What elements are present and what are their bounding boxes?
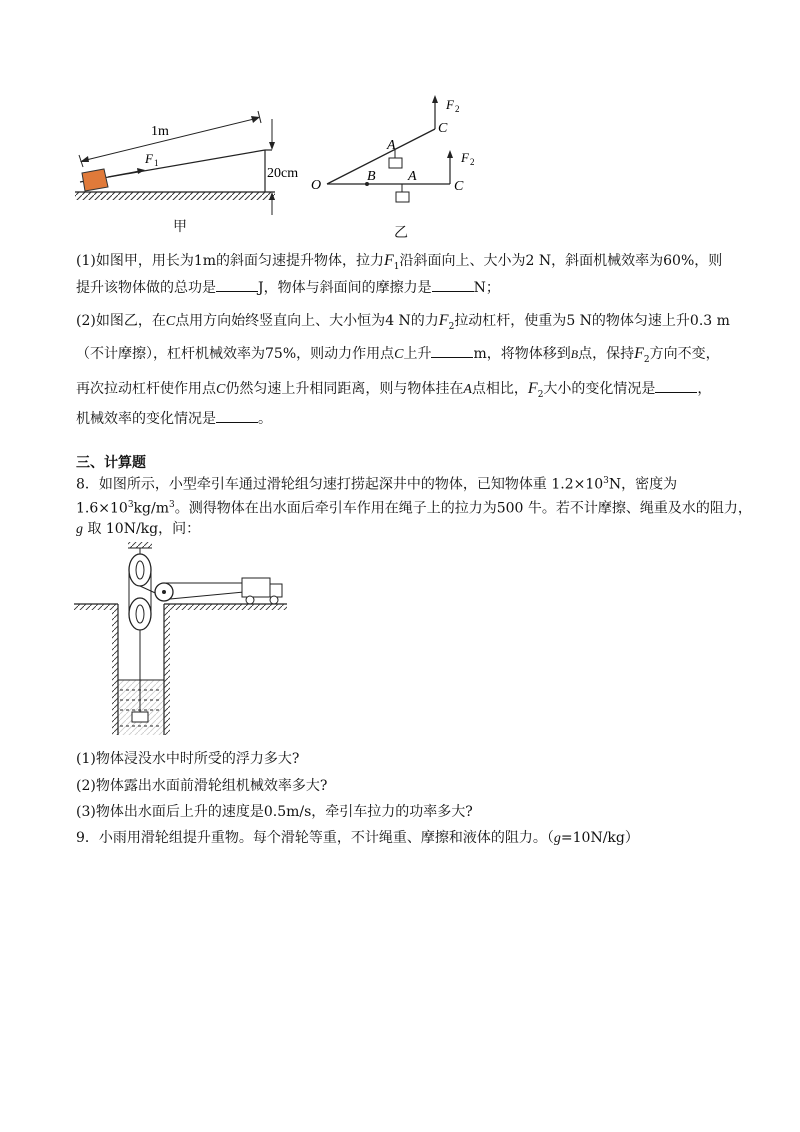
q2-line1: (2)如图乙，在C点用方向始终竖直向上、大小恒为4 N的力$F_2$拉动杠杆，使重为5 N的物体匀速上升0.3 m xyxy=(76,312,730,332)
lever-inclined xyxy=(327,129,435,184)
label-f2-upper: F xyxy=(446,97,454,112)
label-a-upper: A xyxy=(387,138,396,153)
force-f1-label: F xyxy=(145,151,153,166)
label-c-upper: C xyxy=(438,121,448,136)
guide-pulley-axle xyxy=(162,590,166,594)
answer-blank-friction[interactable] xyxy=(432,279,474,292)
label-c-lower: C xyxy=(454,179,464,194)
length-arrow-right xyxy=(251,116,260,123)
q1-line2: 提升该物体做的总功是 J，物体与斜面间的摩擦力是 N； xyxy=(76,280,500,296)
truck-wheel-front xyxy=(270,596,278,604)
answer-blank-rise-distance[interactable] xyxy=(431,345,473,358)
q8-sub1: (1)物体浸没水中时所受的浮力多大? xyxy=(76,751,300,767)
q1-line1: (1)如图甲，用长为1m的斜面匀速提升物体，拉力$F_1$沿斜面向上、大小为2 N，斜面机械效率为60%，则 xyxy=(76,252,723,272)
well-wall-right-hatch xyxy=(164,610,170,735)
figure-yi-caption: 乙 xyxy=(394,225,408,241)
ground-right-hatch xyxy=(164,604,287,610)
q8-sub3: (3)物体出水面后上升的速度是0.5m/s，牵引车拉力的功率多大? xyxy=(76,804,473,820)
force-f2-upper-head xyxy=(432,95,438,103)
answer-blank-f2-change[interactable] xyxy=(655,380,697,393)
weight-lower xyxy=(396,192,409,202)
q8-sub2: (2)物体露出水面前滑轮组机械效率多大? xyxy=(76,778,328,794)
figure-yi-lever xyxy=(305,92,485,242)
figure-jia-incline xyxy=(70,105,310,235)
q2-line3: 再次拉动杠杆使作用点C仍然匀速上升相同距离，则与物体挂在A点相比，$F_2$大小的变化情况是 ， xyxy=(76,380,712,400)
figure-jia-caption: 甲 xyxy=(173,219,187,235)
length-label: 1m xyxy=(151,124,169,139)
q8-line1: 8．如图所示，小型牵引车通过滑轮组匀速打捞起深井中的物体，已知物体重 $1.2\times 10^3N$，密度为 xyxy=(76,476,678,493)
ceiling-hatch xyxy=(128,542,152,548)
force-f1-arrow xyxy=(108,171,140,177)
section-heading: 三、计算题 xyxy=(76,455,146,471)
weight-upper xyxy=(389,158,402,168)
submerged-object xyxy=(132,712,148,722)
height-arrow-top xyxy=(269,142,275,150)
well-wall-left-hatch xyxy=(112,610,118,735)
label-b: B xyxy=(367,169,376,184)
block xyxy=(82,169,108,191)
answer-blank-total-work[interactable] xyxy=(216,279,258,292)
q9-line: 9．小雨用滑轮组提升重物。每个滑轮等重，不计绳重、摩擦和液体的阻力。（g=10N/kg） xyxy=(76,830,639,846)
q2-line4: 机械效率的变化情况是 。 xyxy=(76,411,272,427)
ground-left-hatch xyxy=(74,604,118,610)
force-f1-sub: 1 xyxy=(154,158,159,168)
label-f2-lower: F xyxy=(461,150,469,165)
movable-pulley xyxy=(129,598,151,630)
q8-line3: g 取 10N/kg，问： xyxy=(76,521,201,537)
label-O: O xyxy=(311,178,322,193)
force-f2-lower-head xyxy=(447,150,453,158)
height-label: 20cm xyxy=(267,166,299,181)
q2-line2: （不计摩擦），杠杆机械效率为75%，则动力作用点C上升 m，将物体移到B点，保持$F_2$方向不变， xyxy=(76,345,720,365)
truck-wheel-rear xyxy=(246,596,254,604)
length-dim-line xyxy=(82,118,258,161)
water xyxy=(118,680,164,735)
truck-cab xyxy=(270,584,282,597)
q8-line2: $1.6\times 10^3kg/m^3$。测得物体在出水面后牵引车作用在绳子上的拉力为500 牛。若不计摩擦、绳重及水的阻力， xyxy=(76,500,752,517)
rope-to-truck-lower xyxy=(170,592,244,599)
figure-well-pulley xyxy=(72,540,292,740)
answer-blank-efficiency-change[interactable] xyxy=(216,410,258,423)
fixed-pulley xyxy=(129,554,151,586)
label-a-lower: A xyxy=(408,169,417,184)
truck-body xyxy=(242,578,270,597)
label-f2-upper-sub: 2 xyxy=(455,104,460,114)
ground-hatch xyxy=(75,192,275,200)
label-f2-lower-sub: 2 xyxy=(470,157,475,167)
